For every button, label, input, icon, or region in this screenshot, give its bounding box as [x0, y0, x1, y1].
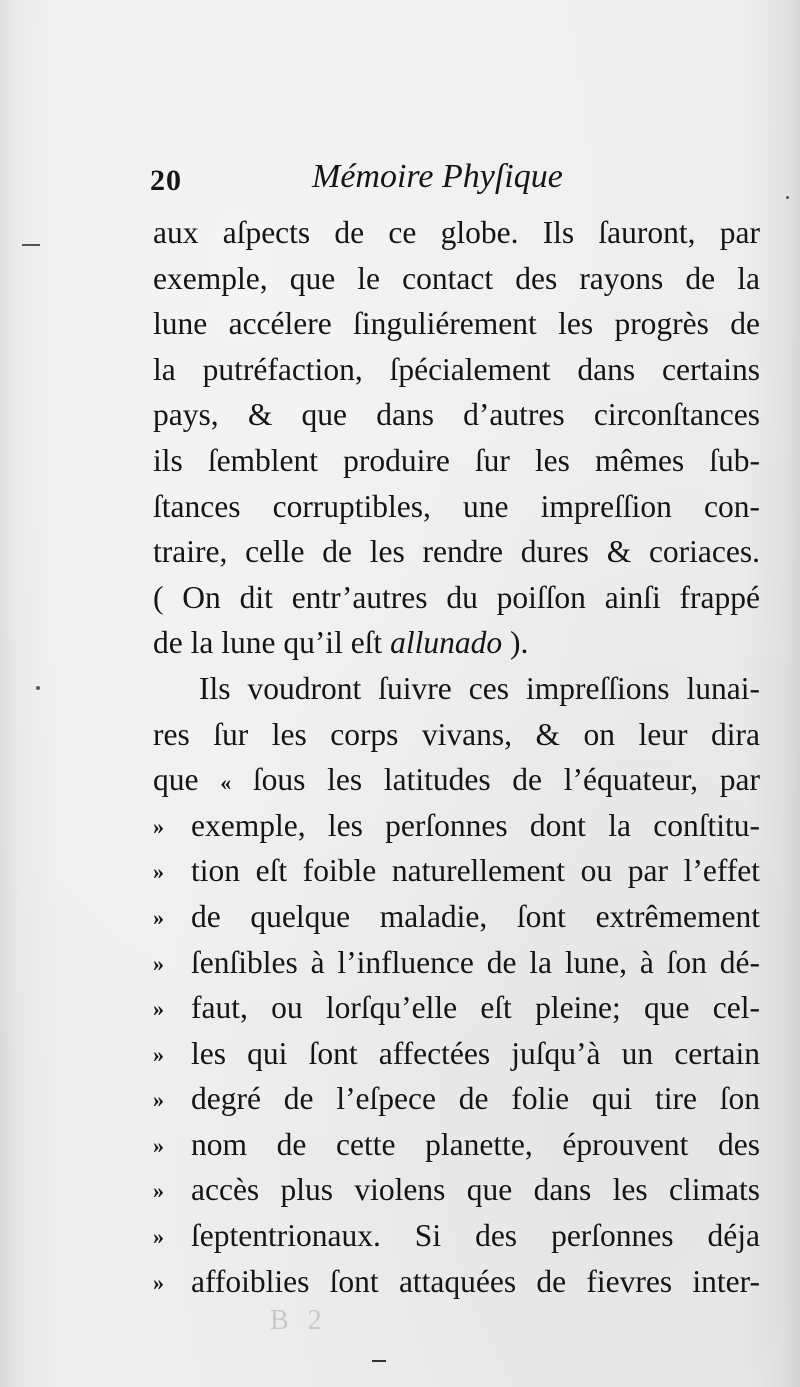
quoted-text: tion eſt foible naturellement ou par l’effet — [191, 853, 760, 889]
paragraph-first-line: Ils voudront ſuivre ces impreſſions lunai- — [199, 670, 760, 706]
quoted-line — [153, 985, 760, 1031]
running-title: Mémoire Phyſique — [312, 158, 563, 195]
quote-mark: » — [153, 1087, 164, 1113]
text-line: pays, & que dans d’autres circonſtances — [153, 397, 760, 433]
bottom-dash — [372, 1360, 386, 1362]
text-line: lune accélere ſinguliérement les progrès de — [153, 306, 760, 342]
quoted-line — [153, 1031, 760, 1077]
text-run: que — [153, 762, 199, 798]
text-line-last — [153, 620, 760, 666]
quoted-text: nom de cette planette, éprouvent des — [191, 1126, 760, 1162]
quoted-line — [153, 803, 760, 849]
margin-mark-right — [786, 196, 789, 199]
quote-mark: » — [153, 950, 164, 976]
quote-mark: » — [153, 1132, 164, 1158]
quoted-line — [153, 1213, 760, 1259]
quote-mark: » — [153, 1224, 164, 1250]
quote-mark: » — [153, 904, 164, 930]
text-line: aux aſpects de ce globe. Ils ſauront, par — [153, 215, 760, 250]
italic-word: allunado — [390, 625, 503, 661]
quote-mark: » — [153, 1178, 164, 1204]
text-line: ſtances corruptibles, une impreſſion con- — [153, 488, 760, 524]
quoted-line — [153, 940, 760, 986]
margin-mark-left — [22, 244, 40, 246]
quote-mark: » — [153, 996, 164, 1022]
page-number: 20 — [150, 164, 182, 197]
quoted-text: les qui ſont affectées juſqu’à un certain — [191, 1035, 760, 1071]
signature-mark: B 2 — [270, 1305, 328, 1336]
text-line: ils ſemblent produire ſur les mêmes ſub- — [153, 442, 760, 478]
quoted-text: accès plus violens que dans les climats — [191, 1172, 760, 1208]
text-line: traire, celle de les rendre dures & coriaces. — [153, 534, 760, 570]
text-line: ( On dit entr’autres du poiſſon ainſi frappé — [153, 579, 760, 615]
quote-open-mark: « — [220, 770, 232, 796]
quoted-line — [153, 848, 760, 894]
quoted-line — [153, 1076, 760, 1122]
quoted-text: ſenſibles à l’influence de la lune, à ſon dé- — [191, 944, 760, 980]
quoted-text: de quelque maladie, ſont extrêmement — [191, 898, 760, 934]
text-run: ſous les latitudes de l’équateur, par — [252, 762, 760, 798]
text-run: ). — [502, 625, 529, 661]
quoted-line — [153, 1167, 760, 1213]
body-text — [153, 210, 760, 1304]
quoted-text: affoiblies ſont attaquées de fievres inter- — [191, 1263, 760, 1299]
quote-mark: » — [153, 1041, 164, 1067]
text-line: exemple, que le contact des rayons de la — [153, 260, 760, 296]
quoted-text: faut, ou lorſqu’elle eſt pleine; que cel- — [191, 990, 760, 1026]
quoted-line — [153, 894, 760, 940]
quoted-line — [153, 1259, 760, 1305]
quoted-text: degré de l’eſpece de folie qui tire ſon — [191, 1081, 760, 1117]
text-line-quote-open — [153, 757, 760, 803]
quoted-text: ſeptentrionaux. Si des perſonnes déja — [191, 1218, 760, 1254]
text-run: de la lune qu’il eſt — [153, 625, 391, 661]
margin-mark-dot — [36, 686, 40, 690]
text-line: la putréfaction, ſpécialement dans certains — [153, 351, 760, 387]
quote-mark: » — [153, 859, 164, 885]
quoted-line — [153, 1122, 760, 1168]
text-line: res ſur les corps vivans, & on leur dira — [153, 716, 760, 752]
quoted-text: exemple, les perſonnes dont la conſtitu- — [191, 807, 760, 843]
quote-mark: » — [153, 813, 164, 839]
quote-mark: » — [153, 1269, 164, 1295]
page-header — [150, 158, 760, 208]
